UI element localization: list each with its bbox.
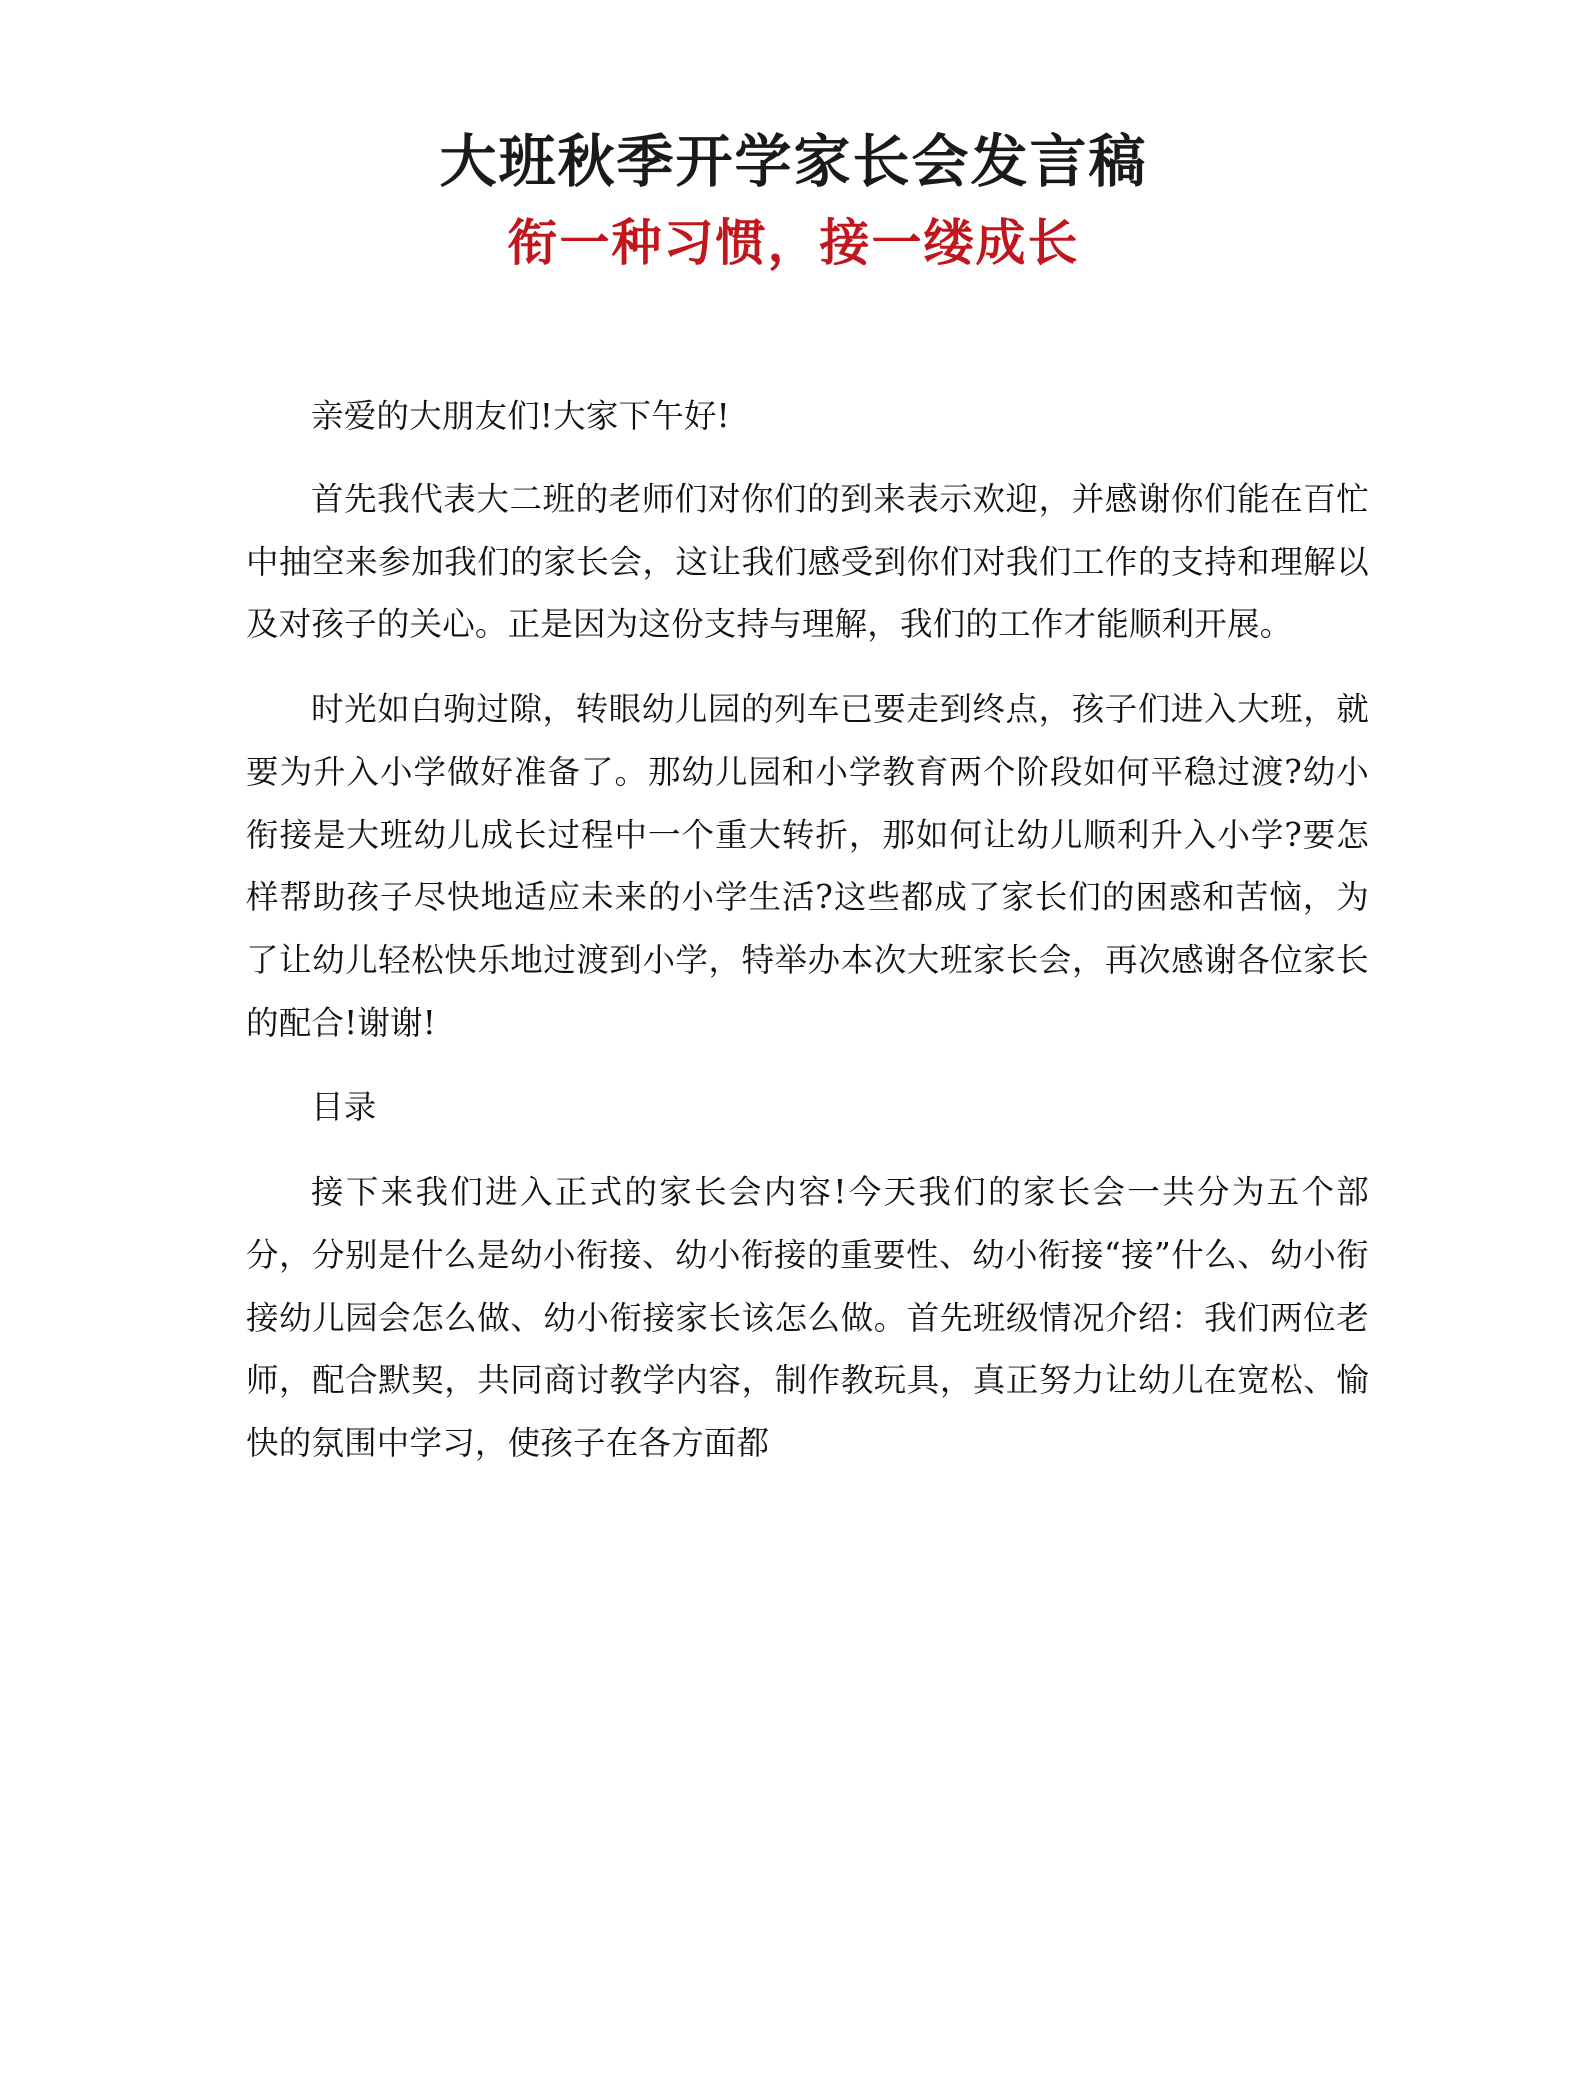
paragraph-agenda: 接下来我们进入正式的家长会内容!今天我们的家长会一共分为五个部分，分别是什么是幼小衔接、幼小衔接的重要性、幼小衔接“接”什么、幼小衔接幼儿园会怎么做、幼小衔接家长该怎么做。首先班级情况介绍：我们两位老师，配合默契，共同商讨教学内容，制作教玩具，真正努力让幼儿在宽松、愉快的氛围中学习，使孩子在各方面都 [246, 1173, 1369, 1463]
paragraph-welcome: 首先我代表大二班的老师们对你们的到来表示欢迎，并感谢你们能在百忙中抽空来参加我们的家长会，这让我们感受到你们对我们工作的支持和理解以及对孩子的关心。正是因为这份支持与理解，我们的工作才能顺利开展。 [246, 479, 1369, 644]
paragraph-greeting: 亲爱的大朋友们!大家下午好! [311, 397, 730, 436]
paragraph-toc-heading: 目录 [311, 1088, 377, 1127]
title-body-spacer [210, 273, 1377, 385]
paragraph-transition: 时光如白驹过隙，转眼幼儿园的列车已要走到终点，孩子们进入大班，就要为升入小学做好准备了。那幼儿园和小学教育两个阶段如何平稳过渡?幼小衔接是大班幼儿成长过程中一个重大转折，那如何让幼儿顺利升入小学?要怎样帮助孩子尽快地适应未来的小学生活?这些都成了家长们的困惑和苦恼，为了让幼儿轻松快乐地过渡到小学，特举办本次大班家长会，再次感谢各位家长的配合!谢谢! [246, 690, 1369, 1042]
document-body [210, 385, 1377, 1475]
page-title: 大班秋季开学家长会发言稿 [439, 128, 1148, 195]
page-subtitle: 衔一种习惯，接一缕成长 [507, 213, 1080, 273]
